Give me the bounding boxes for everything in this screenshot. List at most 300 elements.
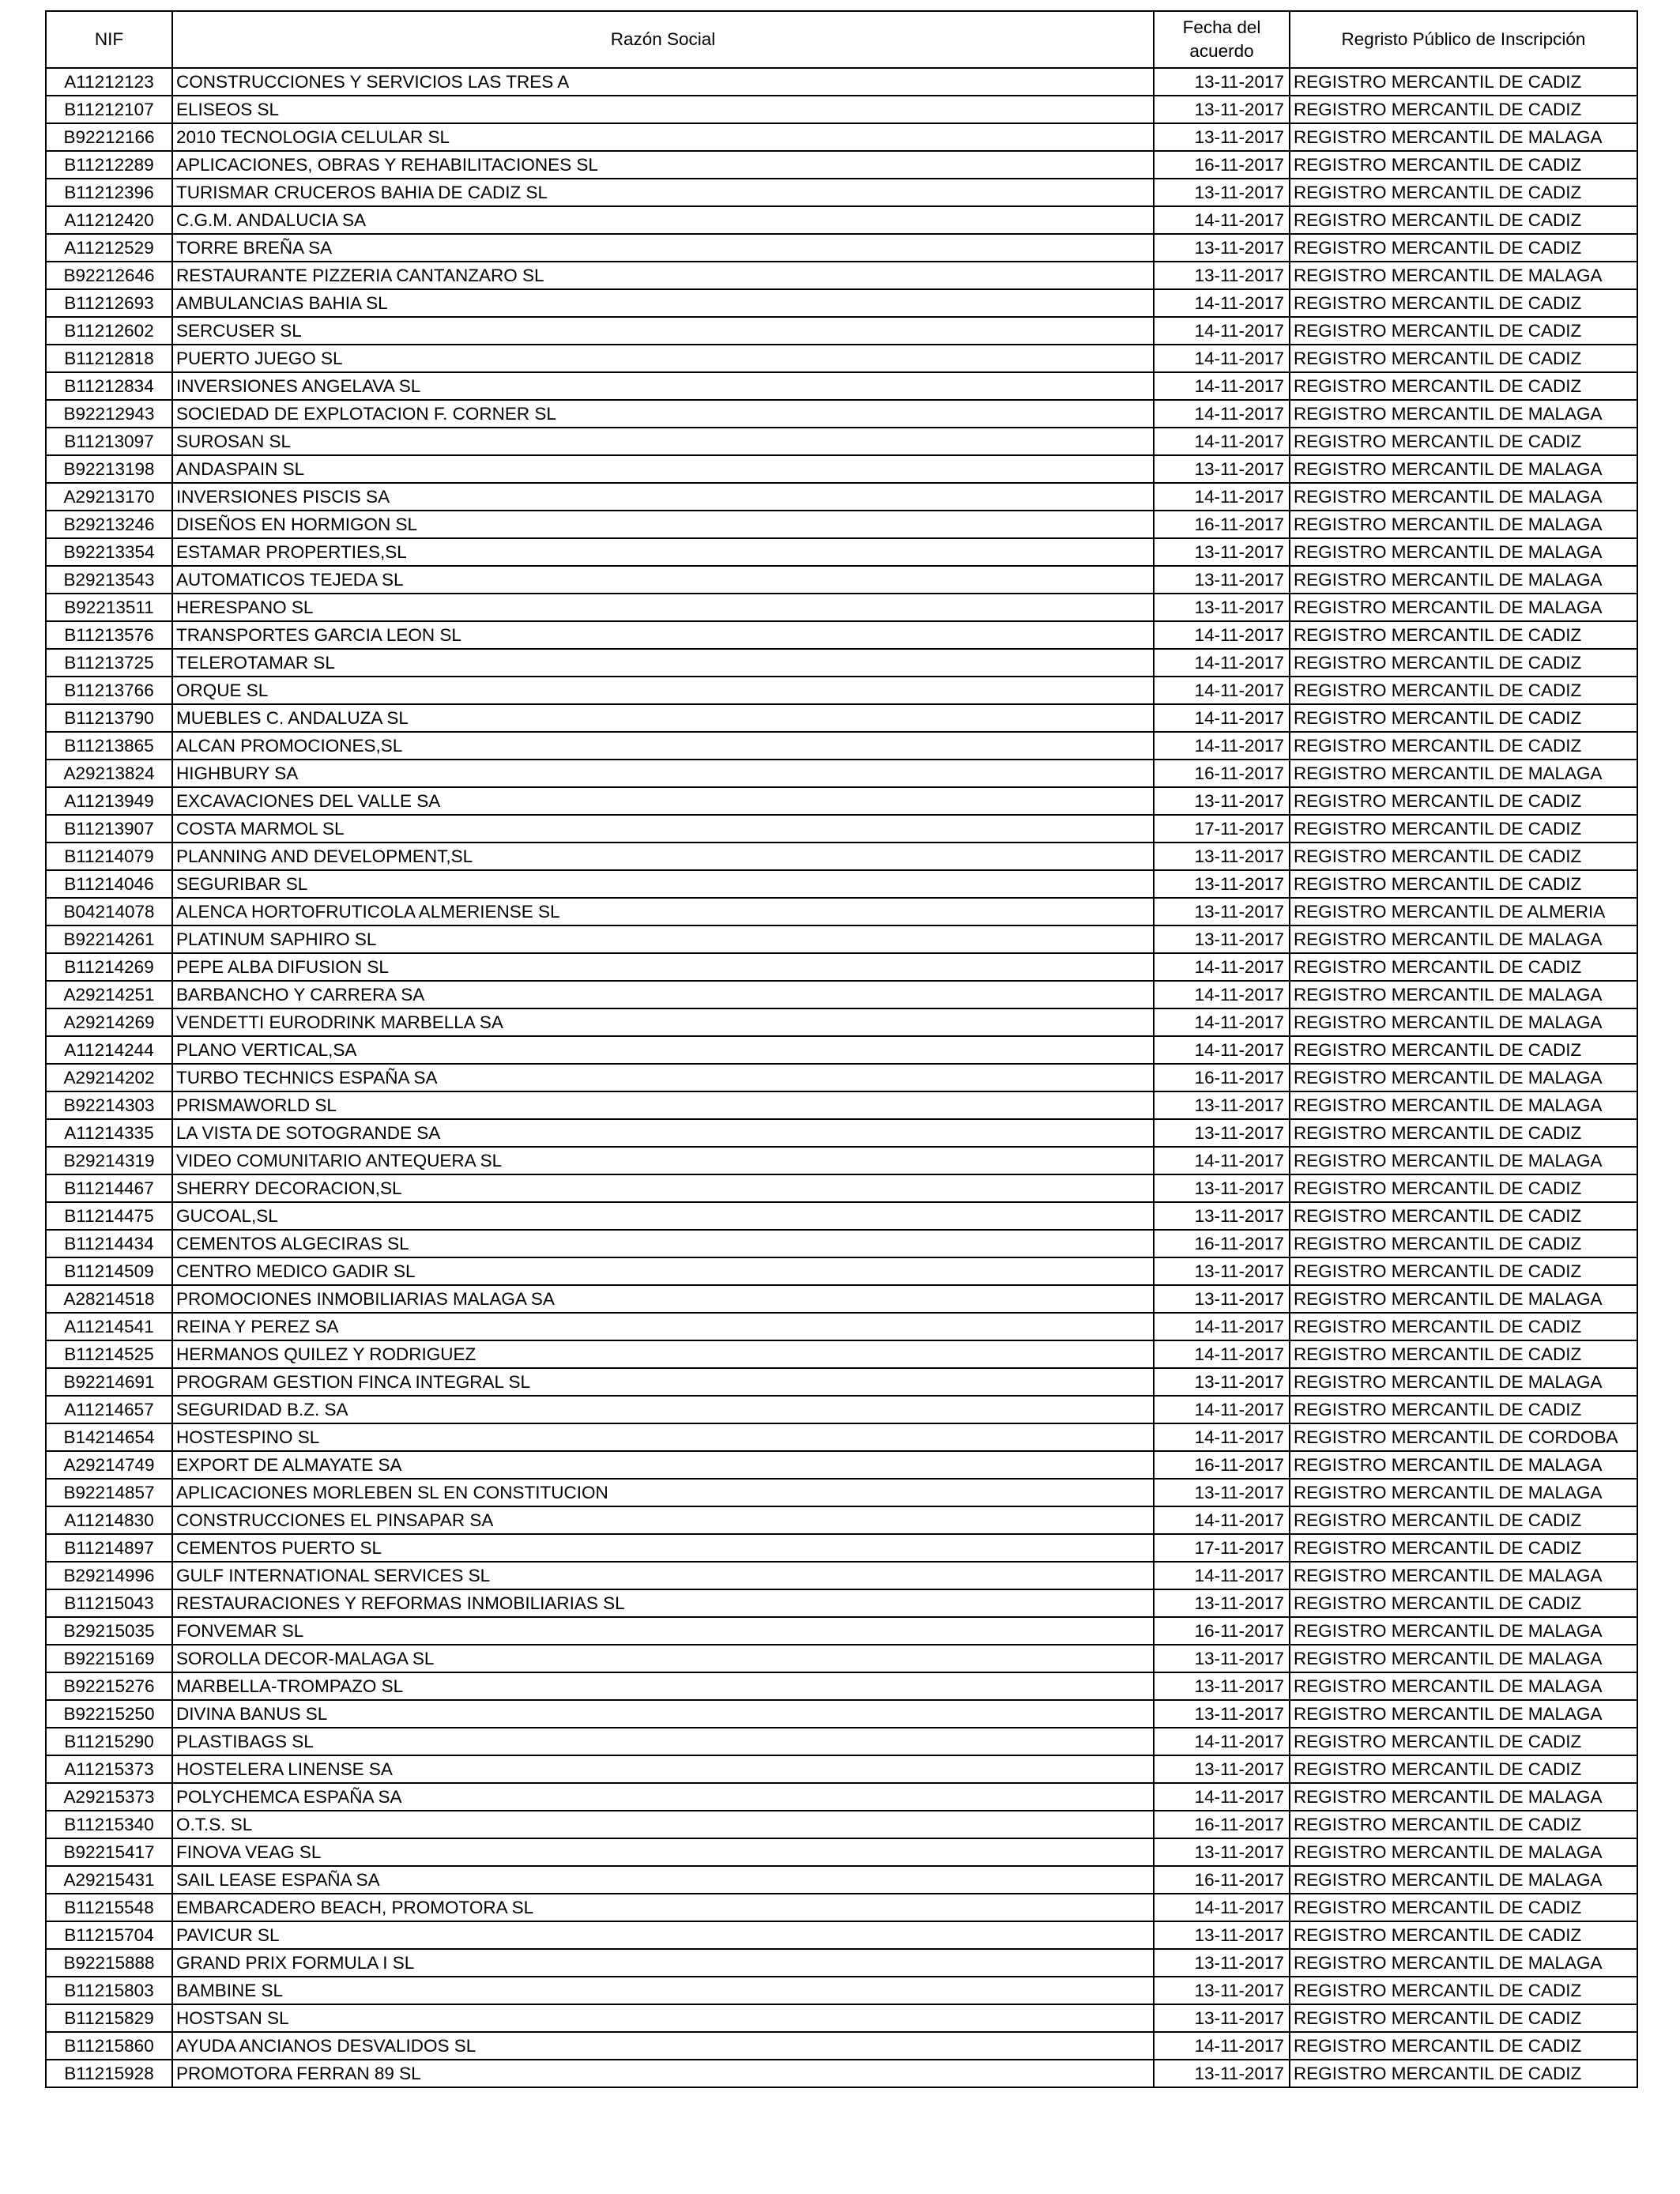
table-row bbox=[46, 843, 1637, 870]
cell-razon-social: PLASTIBAGS SL bbox=[172, 1728, 1154, 1755]
cell-fecha: 14-11-2017 bbox=[1154, 704, 1290, 732]
cell-nif: B29213543 bbox=[46, 566, 172, 594]
cell-fecha: 13-11-2017 bbox=[1154, 1645, 1290, 1672]
cell-registro: REGISTRO MERCANTIL DE MALAGA bbox=[1290, 981, 1637, 1008]
table-row bbox=[46, 649, 1637, 677]
cell-registro: REGISTRO MERCANTIL DE CADIZ bbox=[1290, 1589, 1637, 1617]
cell-registro: REGISTRO MERCANTIL DE CADIZ bbox=[1290, 317, 1637, 345]
cell-razon-social: C.G.M. ANDALUCIA SA bbox=[172, 206, 1154, 234]
cell-fecha: 17-11-2017 bbox=[1154, 815, 1290, 843]
table-row bbox=[46, 289, 1637, 317]
table-row bbox=[46, 206, 1637, 234]
cell-nif: B29213246 bbox=[46, 511, 172, 538]
table-row bbox=[46, 483, 1637, 511]
cell-registro: REGISTRO MERCANTIL DE CADIZ bbox=[1290, 1921, 1637, 1949]
cell-nif: B11212693 bbox=[46, 289, 172, 317]
cell-razon-social: PLANO VERTICAL,SA bbox=[172, 1036, 1154, 1064]
cell-razon-social: TRANSPORTES GARCIA LEON SL bbox=[172, 621, 1154, 649]
cell-razon-social: TURISMAR CRUCEROS BAHIA DE CADIZ SL bbox=[172, 179, 1154, 206]
cell-razon-social: PROGRAM GESTION FINCA INTEGRAL SL bbox=[172, 1368, 1154, 1396]
table-row bbox=[46, 898, 1637, 925]
cell-razon-social: CONSTRUCCIONES EL PINSAPAR SA bbox=[172, 1506, 1154, 1534]
cell-nif: A29214749 bbox=[46, 1451, 172, 1479]
cell-fecha: 13-11-2017 bbox=[1154, 1589, 1290, 1617]
cell-registro: REGISTRO MERCANTIL DE CADIZ bbox=[1290, 1894, 1637, 1921]
cell-registro: REGISTRO MERCANTIL DE CADIZ bbox=[1290, 732, 1637, 760]
cell-nif: B11215928 bbox=[46, 2060, 172, 2087]
cell-registro: REGISTRO MERCANTIL DE MALAGA bbox=[1290, 400, 1637, 428]
table-row bbox=[46, 1174, 1637, 1202]
cell-registro: REGISTRO MERCANTIL DE CADIZ bbox=[1290, 953, 1637, 981]
cell-registro: REGISTRO MERCANTIL DE MALAGA bbox=[1290, 566, 1637, 594]
cell-registro: REGISTRO MERCANTIL DE CADIZ bbox=[1290, 2060, 1637, 2087]
cell-razon-social: AUTOMATICOS TEJEDA SL bbox=[172, 566, 1154, 594]
cell-nif: A29214269 bbox=[46, 1008, 172, 1036]
table-row bbox=[46, 1036, 1637, 1064]
cell-registro: REGISTRO MERCANTIL DE MALAGA bbox=[1290, 1700, 1637, 1728]
cell-nif: A11214335 bbox=[46, 1119, 172, 1147]
cell-razon-social: HERMANOS QUILEZ Y RODRIGUEZ bbox=[172, 1340, 1154, 1368]
cell-fecha: 13-11-2017 bbox=[1154, 1921, 1290, 1949]
cell-nif: B11213907 bbox=[46, 815, 172, 843]
cell-nif: B11212834 bbox=[46, 372, 172, 400]
cell-fecha: 16-11-2017 bbox=[1154, 1230, 1290, 1257]
cell-razon-social: CEMENTOS ALGECIRAS SL bbox=[172, 1230, 1154, 1257]
cell-nif: B11215803 bbox=[46, 1977, 172, 2004]
table-row bbox=[46, 317, 1637, 345]
cell-registro: REGISTRO MERCANTIL DE MALAGA bbox=[1290, 1008, 1637, 1036]
table-row bbox=[46, 123, 1637, 151]
cell-fecha: 16-11-2017 bbox=[1154, 760, 1290, 787]
table-row bbox=[46, 1479, 1637, 1506]
cell-fecha: 14-11-2017 bbox=[1154, 1423, 1290, 1451]
cell-fecha: 13-11-2017 bbox=[1154, 1700, 1290, 1728]
cell-fecha: 14-11-2017 bbox=[1154, 732, 1290, 760]
table-row bbox=[46, 455, 1637, 483]
cell-fecha: 13-11-2017 bbox=[1154, 2004, 1290, 2032]
table-row bbox=[46, 1783, 1637, 1811]
cell-fecha: 13-11-2017 bbox=[1154, 1285, 1290, 1313]
cell-fecha: 16-11-2017 bbox=[1154, 511, 1290, 538]
table-row bbox=[46, 1534, 1637, 1562]
cell-razon-social: CEMENTOS PUERTO SL bbox=[172, 1534, 1154, 1562]
header-razon-social: Razón Social bbox=[172, 11, 1154, 68]
table-row bbox=[46, 1838, 1637, 1866]
cell-fecha: 14-11-2017 bbox=[1154, 317, 1290, 345]
table-row bbox=[46, 2032, 1637, 2060]
cell-razon-social: POLYCHEMCA ESPAÑA SA bbox=[172, 1783, 1154, 1811]
cell-registro: REGISTRO MERCANTIL DE MALAGA bbox=[1290, 483, 1637, 511]
cell-nif: A29213824 bbox=[46, 760, 172, 787]
cell-registro: REGISTRO MERCANTIL DE MALAGA bbox=[1290, 925, 1637, 953]
cell-razon-social: APLICACIONES, OBRAS Y REHABILITACIONES SL bbox=[172, 151, 1154, 179]
cell-registro: REGISTRO MERCANTIL DE MALAGA bbox=[1290, 1064, 1637, 1091]
cell-nif: A11212420 bbox=[46, 206, 172, 234]
cell-registro: REGISTRO MERCANTIL DE CADIZ bbox=[1290, 428, 1637, 455]
cell-razon-social: GRAND PRIX FORMULA I SL bbox=[172, 1949, 1154, 1977]
cell-nif: B11213576 bbox=[46, 621, 172, 649]
cell-fecha: 14-11-2017 bbox=[1154, 1506, 1290, 1534]
table-row bbox=[46, 151, 1637, 179]
cell-nif: A11212529 bbox=[46, 234, 172, 262]
cell-razon-social: SAIL LEASE ESPAÑA SA bbox=[172, 1866, 1154, 1894]
cell-registro: REGISTRO MERCANTIL DE CADIZ bbox=[1290, 649, 1637, 677]
cell-fecha: 13-11-2017 bbox=[1154, 1838, 1290, 1866]
cell-nif: B11212818 bbox=[46, 345, 172, 372]
table-row bbox=[46, 760, 1637, 787]
cell-nif: B11215860 bbox=[46, 2032, 172, 2060]
cell-fecha: 14-11-2017 bbox=[1154, 206, 1290, 234]
table-row bbox=[46, 1147, 1637, 1174]
cell-fecha: 14-11-2017 bbox=[1154, 621, 1290, 649]
table-row bbox=[46, 2060, 1637, 2087]
cell-nif: B92215888 bbox=[46, 1949, 172, 1977]
cell-fecha: 14-11-2017 bbox=[1154, 372, 1290, 400]
cell-nif: B11213790 bbox=[46, 704, 172, 732]
cell-nif: A11214541 bbox=[46, 1313, 172, 1340]
cell-fecha: 14-11-2017 bbox=[1154, 953, 1290, 981]
company-registry-table bbox=[45, 10, 1638, 2088]
cell-nif: A29215431 bbox=[46, 1866, 172, 1894]
table-row bbox=[46, 68, 1637, 96]
cell-razon-social: CENTRO MEDICO GADIR SL bbox=[172, 1257, 1154, 1285]
table-row bbox=[46, 1340, 1637, 1368]
cell-fecha: 13-11-2017 bbox=[1154, 1174, 1290, 1202]
cell-nif: B92214857 bbox=[46, 1479, 172, 1506]
cell-fecha: 14-11-2017 bbox=[1154, 1894, 1290, 1921]
cell-fecha: 13-11-2017 bbox=[1154, 68, 1290, 96]
table-row bbox=[46, 1949, 1637, 1977]
cell-registro: REGISTRO MERCANTIL DE CADIZ bbox=[1290, 96, 1637, 123]
cell-nif: B92213198 bbox=[46, 455, 172, 483]
table-row bbox=[46, 1755, 1637, 1783]
table-row bbox=[46, 1230, 1637, 1257]
cell-nif: B11213725 bbox=[46, 649, 172, 677]
table-row bbox=[46, 1423, 1637, 1451]
cell-razon-social: TORRE BREÑA SA bbox=[172, 234, 1154, 262]
table-row bbox=[46, 1119, 1637, 1147]
cell-registro: REGISTRO MERCANTIL DE MALAGA bbox=[1290, 1783, 1637, 1811]
cell-fecha: 13-11-2017 bbox=[1154, 538, 1290, 566]
cell-fecha: 13-11-2017 bbox=[1154, 1202, 1290, 1230]
cell-registro: REGISTRO MERCANTIL DE CADIZ bbox=[1290, 1036, 1637, 1064]
cell-registro: REGISTRO MERCANTIL DE CADIZ bbox=[1290, 289, 1637, 317]
cell-razon-social: EXPORT DE ALMAYATE SA bbox=[172, 1451, 1154, 1479]
cell-registro: REGISTRO MERCANTIL DE CADIZ bbox=[1290, 1257, 1637, 1285]
cell-fecha: 13-11-2017 bbox=[1154, 1672, 1290, 1700]
cell-registro: REGISTRO MERCANTIL DE CADIZ bbox=[1290, 1119, 1637, 1147]
cell-razon-social: O.T.S. SL bbox=[172, 1811, 1154, 1838]
cell-nif: A29214251 bbox=[46, 981, 172, 1008]
cell-nif: B11214269 bbox=[46, 953, 172, 981]
cell-razon-social: VENDETTI EURODRINK MARBELLA SA bbox=[172, 1008, 1154, 1036]
cell-registro: REGISTRO MERCANTIL DE MALAGA bbox=[1290, 1091, 1637, 1119]
cell-registro: REGISTRO MERCANTIL DE MALAGA bbox=[1290, 1617, 1637, 1645]
cell-razon-social: PROMOCIONES INMOBILIARIAS MALAGA SA bbox=[172, 1285, 1154, 1313]
cell-nif: B92215250 bbox=[46, 1700, 172, 1728]
table-row bbox=[46, 1091, 1637, 1119]
cell-razon-social: SOROLLA DECOR-MALAGA SL bbox=[172, 1645, 1154, 1672]
cell-fecha: 13-11-2017 bbox=[1154, 96, 1290, 123]
cell-fecha: 13-11-2017 bbox=[1154, 870, 1290, 898]
cell-nif: B11214509 bbox=[46, 1257, 172, 1285]
cell-registro: REGISTRO MERCANTIL DE CADIZ bbox=[1290, 677, 1637, 704]
table-row bbox=[46, 925, 1637, 953]
cell-nif: B11212289 bbox=[46, 151, 172, 179]
cell-nif: B11215290 bbox=[46, 1728, 172, 1755]
cell-fecha: 13-11-2017 bbox=[1154, 594, 1290, 621]
cell-razon-social: DIVINA BANUS SL bbox=[172, 1700, 1154, 1728]
cell-registro: REGISTRO MERCANTIL DE CADIZ bbox=[1290, 621, 1637, 649]
table-row bbox=[46, 1811, 1637, 1838]
table-row bbox=[46, 262, 1637, 289]
cell-razon-social: ELISEOS SL bbox=[172, 96, 1154, 123]
table-row bbox=[46, 704, 1637, 732]
cell-fecha: 14-11-2017 bbox=[1154, 1147, 1290, 1174]
cell-registro: REGISTRO MERCANTIL DE CADIZ bbox=[1290, 1340, 1637, 1368]
header-fecha-acuerdo: Fecha del acuerdo bbox=[1154, 11, 1290, 68]
cell-registro: REGISTRO MERCANTIL DE CADIZ bbox=[1290, 1506, 1637, 1534]
cell-registro: REGISTRO MERCANTIL DE CADIZ bbox=[1290, 68, 1637, 96]
cell-nif: B29214996 bbox=[46, 1562, 172, 1589]
cell-registro: REGISTRO MERCANTIL DE MALAGA bbox=[1290, 511, 1637, 538]
cell-fecha: 13-11-2017 bbox=[1154, 843, 1290, 870]
cell-fecha: 16-11-2017 bbox=[1154, 1811, 1290, 1838]
table-row bbox=[46, 1977, 1637, 2004]
cell-razon-social: RESTAURANTE PIZZERIA CANTANZARO SL bbox=[172, 262, 1154, 289]
cell-razon-social: 2010 TECNOLOGIA CELULAR SL bbox=[172, 123, 1154, 151]
cell-registro: REGISTRO MERCANTIL DE CADIZ bbox=[1290, 372, 1637, 400]
table-row bbox=[46, 1921, 1637, 1949]
cell-registro: REGISTRO MERCANTIL DE CADIZ bbox=[1290, 1728, 1637, 1755]
cell-registro: REGISTRO MERCANTIL DE CADIZ bbox=[1290, 206, 1637, 234]
cell-fecha: 16-11-2017 bbox=[1154, 1617, 1290, 1645]
table-row bbox=[46, 1672, 1637, 1700]
table-row bbox=[46, 428, 1637, 455]
cell-nif: B11213865 bbox=[46, 732, 172, 760]
cell-razon-social: SEGURIBAR SL bbox=[172, 870, 1154, 898]
table-row bbox=[46, 511, 1637, 538]
cell-razon-social: FINOVA VEAG SL bbox=[172, 1838, 1154, 1866]
cell-razon-social: ALENCA HORTOFRUTICOLA ALMERIENSE SL bbox=[172, 898, 1154, 925]
cell-razon-social: APLICACIONES MORLEBEN SL EN CONSTITUCION bbox=[172, 1479, 1154, 1506]
cell-nif: B11214046 bbox=[46, 870, 172, 898]
cell-nif: B92215169 bbox=[46, 1645, 172, 1672]
cell-registro: REGISTRO MERCANTIL DE MALAGA bbox=[1290, 594, 1637, 621]
cell-razon-social: PRISMAWORLD SL bbox=[172, 1091, 1154, 1119]
cell-nif: B11215340 bbox=[46, 1811, 172, 1838]
cell-registro: REGISTRO MERCANTIL DE MALAGA bbox=[1290, 1866, 1637, 1894]
table-row bbox=[46, 1562, 1637, 1589]
table-row bbox=[46, 1064, 1637, 1091]
cell-razon-social: VIDEO COMUNITARIO ANTEQUERA SL bbox=[172, 1147, 1154, 1174]
cell-fecha: 16-11-2017 bbox=[1154, 1866, 1290, 1894]
table-row bbox=[46, 372, 1637, 400]
cell-nif: B92215417 bbox=[46, 1838, 172, 1866]
cell-razon-social: ORQUE SL bbox=[172, 677, 1154, 704]
cell-razon-social: BARBANCHO Y CARRERA SA bbox=[172, 981, 1154, 1008]
table-row bbox=[46, 1617, 1637, 1645]
table-row bbox=[46, 1866, 1637, 1894]
cell-razon-social: SUROSAN SL bbox=[172, 428, 1154, 455]
table-row bbox=[46, 1589, 1637, 1617]
cell-fecha: 16-11-2017 bbox=[1154, 1064, 1290, 1091]
table-row bbox=[46, 1451, 1637, 1479]
cell-nif: B92214303 bbox=[46, 1091, 172, 1119]
table-row bbox=[46, 179, 1637, 206]
cell-razon-social: SHERRY DECORACION,SL bbox=[172, 1174, 1154, 1202]
cell-nif: A29215373 bbox=[46, 1783, 172, 1811]
table-row bbox=[46, 1008, 1637, 1036]
cell-fecha: 14-11-2017 bbox=[1154, 400, 1290, 428]
cell-nif: A11214657 bbox=[46, 1396, 172, 1423]
cell-registro: REGISTRO MERCANTIL DE CADIZ bbox=[1290, 704, 1637, 732]
cell-registro: REGISTRO MERCANTIL DE CADIZ bbox=[1290, 1174, 1637, 1202]
cell-registro: REGISTRO MERCANTIL DE CADIZ bbox=[1290, 151, 1637, 179]
cell-registro: REGISTRO MERCANTIL DE MALAGA bbox=[1290, 1645, 1637, 1672]
cell-registro: REGISTRO MERCANTIL DE MALAGA bbox=[1290, 262, 1637, 289]
cell-nif: B11214475 bbox=[46, 1202, 172, 1230]
cell-nif: B92212646 bbox=[46, 262, 172, 289]
table-row bbox=[46, 538, 1637, 566]
cell-razon-social: PROMOTORA FERRAN 89 SL bbox=[172, 2060, 1154, 2087]
header-registro: Regristo Público de Inscripción bbox=[1290, 11, 1637, 68]
cell-razon-social: INVERSIONES ANGELAVA SL bbox=[172, 372, 1154, 400]
cell-registro: REGISTRO MERCANTIL DE CADIZ bbox=[1290, 179, 1637, 206]
cell-registro: REGISTRO MERCANTIL DE ALMERIA bbox=[1290, 898, 1637, 925]
cell-nif: B11215548 bbox=[46, 1894, 172, 1921]
cell-razon-social: EMBARCADERO BEACH, PROMOTORA SL bbox=[172, 1894, 1154, 1921]
table-row bbox=[46, 96, 1637, 123]
cell-razon-social: SOCIEDAD DE EXPLOTACION F. CORNER SL bbox=[172, 400, 1154, 428]
table-row bbox=[46, 1700, 1637, 1728]
table-row bbox=[46, 870, 1637, 898]
cell-razon-social: TURBO TECHNICS ESPAÑA SA bbox=[172, 1064, 1154, 1091]
cell-registro: REGISTRO MERCANTIL DE CADIZ bbox=[1290, 1534, 1637, 1562]
cell-registro: REGISTRO MERCANTIL DE CADIZ bbox=[1290, 2004, 1637, 2032]
cell-registro: REGISTRO MERCANTIL DE CADIZ bbox=[1290, 234, 1637, 262]
cell-razon-social: MARBELLA-TROMPAZO SL bbox=[172, 1672, 1154, 1700]
cell-nif: B11214079 bbox=[46, 843, 172, 870]
cell-nif: B11215829 bbox=[46, 2004, 172, 2032]
cell-nif: B92212943 bbox=[46, 400, 172, 428]
cell-fecha: 16-11-2017 bbox=[1154, 151, 1290, 179]
cell-fecha: 13-11-2017 bbox=[1154, 925, 1290, 953]
cell-registro: REGISTRO MERCANTIL DE MALAGA bbox=[1290, 1562, 1637, 1589]
cell-nif: A11214244 bbox=[46, 1036, 172, 1064]
cell-fecha: 14-11-2017 bbox=[1154, 1728, 1290, 1755]
table-row bbox=[46, 2004, 1637, 2032]
cell-razon-social: DISEÑOS EN HORMIGON SL bbox=[172, 511, 1154, 538]
cell-nif: B92215276 bbox=[46, 1672, 172, 1700]
table-row bbox=[46, 1202, 1637, 1230]
cell-razon-social: ANDASPAIN SL bbox=[172, 455, 1154, 483]
cell-razon-social: HOSTESPINO SL bbox=[172, 1423, 1154, 1451]
cell-fecha: 13-11-2017 bbox=[1154, 123, 1290, 151]
cell-fecha: 13-11-2017 bbox=[1154, 566, 1290, 594]
cell-nif: B11214897 bbox=[46, 1534, 172, 1562]
cell-fecha: 14-11-2017 bbox=[1154, 1396, 1290, 1423]
cell-razon-social: ESTAMAR PROPERTIES,SL bbox=[172, 538, 1154, 566]
cell-nif: B29215035 bbox=[46, 1617, 172, 1645]
cell-fecha: 13-11-2017 bbox=[1154, 1755, 1290, 1783]
cell-registro: REGISTRO MERCANTIL DE MALAGA bbox=[1290, 538, 1637, 566]
cell-nif: A29213170 bbox=[46, 483, 172, 511]
cell-fecha: 14-11-2017 bbox=[1154, 483, 1290, 511]
cell-nif: A28214518 bbox=[46, 1285, 172, 1313]
cell-registro: REGISTRO MERCANTIL DE CORDOBA bbox=[1290, 1423, 1637, 1451]
header-nif: NIF bbox=[46, 11, 172, 68]
cell-registro: REGISTRO MERCANTIL DE CADIZ bbox=[1290, 1230, 1637, 1257]
table-body bbox=[46, 68, 1637, 2087]
cell-fecha: 14-11-2017 bbox=[1154, 1562, 1290, 1589]
cell-registro: REGISTRO MERCANTIL DE CADIZ bbox=[1290, 843, 1637, 870]
cell-fecha: 13-11-2017 bbox=[1154, 234, 1290, 262]
cell-fecha: 14-11-2017 bbox=[1154, 289, 1290, 317]
table-row bbox=[46, 981, 1637, 1008]
cell-razon-social: FONVEMAR SL bbox=[172, 1617, 1154, 1645]
cell-razon-social: TELEROTAMAR SL bbox=[172, 649, 1154, 677]
cell-fecha: 13-11-2017 bbox=[1154, 898, 1290, 925]
table-row bbox=[46, 400, 1637, 428]
cell-razon-social: SERCUSER SL bbox=[172, 317, 1154, 345]
cell-fecha: 14-11-2017 bbox=[1154, 1340, 1290, 1368]
cell-fecha: 13-11-2017 bbox=[1154, 455, 1290, 483]
cell-nif: A11213949 bbox=[46, 787, 172, 815]
cell-razon-social: GUCOAL,SL bbox=[172, 1202, 1154, 1230]
table-row bbox=[46, 1285, 1637, 1313]
cell-fecha: 14-11-2017 bbox=[1154, 1036, 1290, 1064]
table-row bbox=[46, 787, 1637, 815]
cell-razon-social: GULF INTERNATIONAL SERVICES SL bbox=[172, 1562, 1154, 1589]
cell-nif: B11213766 bbox=[46, 677, 172, 704]
cell-fecha: 13-11-2017 bbox=[1154, 1479, 1290, 1506]
table-row bbox=[46, 732, 1637, 760]
cell-nif: A11212123 bbox=[46, 68, 172, 96]
cell-razon-social: PLATINUM SAPHIRO SL bbox=[172, 925, 1154, 953]
cell-fecha: 13-11-2017 bbox=[1154, 1977, 1290, 2004]
cell-registro: REGISTRO MERCANTIL DE CADIZ bbox=[1290, 1313, 1637, 1340]
cell-registro: REGISTRO MERCANTIL DE MALAGA bbox=[1290, 1838, 1637, 1866]
cell-razon-social: MUEBLES C. ANDALUZA SL bbox=[172, 704, 1154, 732]
cell-nif: A29214202 bbox=[46, 1064, 172, 1091]
table-row bbox=[46, 953, 1637, 981]
cell-razon-social: AYUDA ANCIANOS DESVALIDOS SL bbox=[172, 2032, 1154, 2060]
cell-razon-social: COSTA MARMOL SL bbox=[172, 815, 1154, 843]
cell-registro: REGISTRO MERCANTIL DE MALAGA bbox=[1290, 1368, 1637, 1396]
cell-registro: REGISTRO MERCANTIL DE CADIZ bbox=[1290, 815, 1637, 843]
cell-registro: REGISTRO MERCANTIL DE CADIZ bbox=[1290, 787, 1637, 815]
cell-razon-social: HERESPANO SL bbox=[172, 594, 1154, 621]
cell-razon-social: INVERSIONES PISCIS SA bbox=[172, 483, 1154, 511]
cell-nif: B11214434 bbox=[46, 1230, 172, 1257]
cell-fecha: 14-11-2017 bbox=[1154, 649, 1290, 677]
cell-nif: B11214467 bbox=[46, 1174, 172, 1202]
cell-fecha: 13-11-2017 bbox=[1154, 2060, 1290, 2087]
cell-razon-social: HOSTELERA LINENSE SA bbox=[172, 1755, 1154, 1783]
cell-fecha: 13-11-2017 bbox=[1154, 1368, 1290, 1396]
cell-fecha: 13-11-2017 bbox=[1154, 1119, 1290, 1147]
cell-registro: REGISTRO MERCANTIL DE CADIZ bbox=[1290, 2032, 1637, 2060]
table-row bbox=[46, 1396, 1637, 1423]
header-row bbox=[46, 11, 1637, 68]
cell-registro: REGISTRO MERCANTIL DE MALAGA bbox=[1290, 1949, 1637, 1977]
cell-nif: B92213511 bbox=[46, 594, 172, 621]
cell-fecha: 13-11-2017 bbox=[1154, 1949, 1290, 1977]
cell-razon-social: EXCAVACIONES DEL VALLE SA bbox=[172, 787, 1154, 815]
cell-nif: B11212107 bbox=[46, 96, 172, 123]
cell-razon-social: PAVICUR SL bbox=[172, 1921, 1154, 1949]
